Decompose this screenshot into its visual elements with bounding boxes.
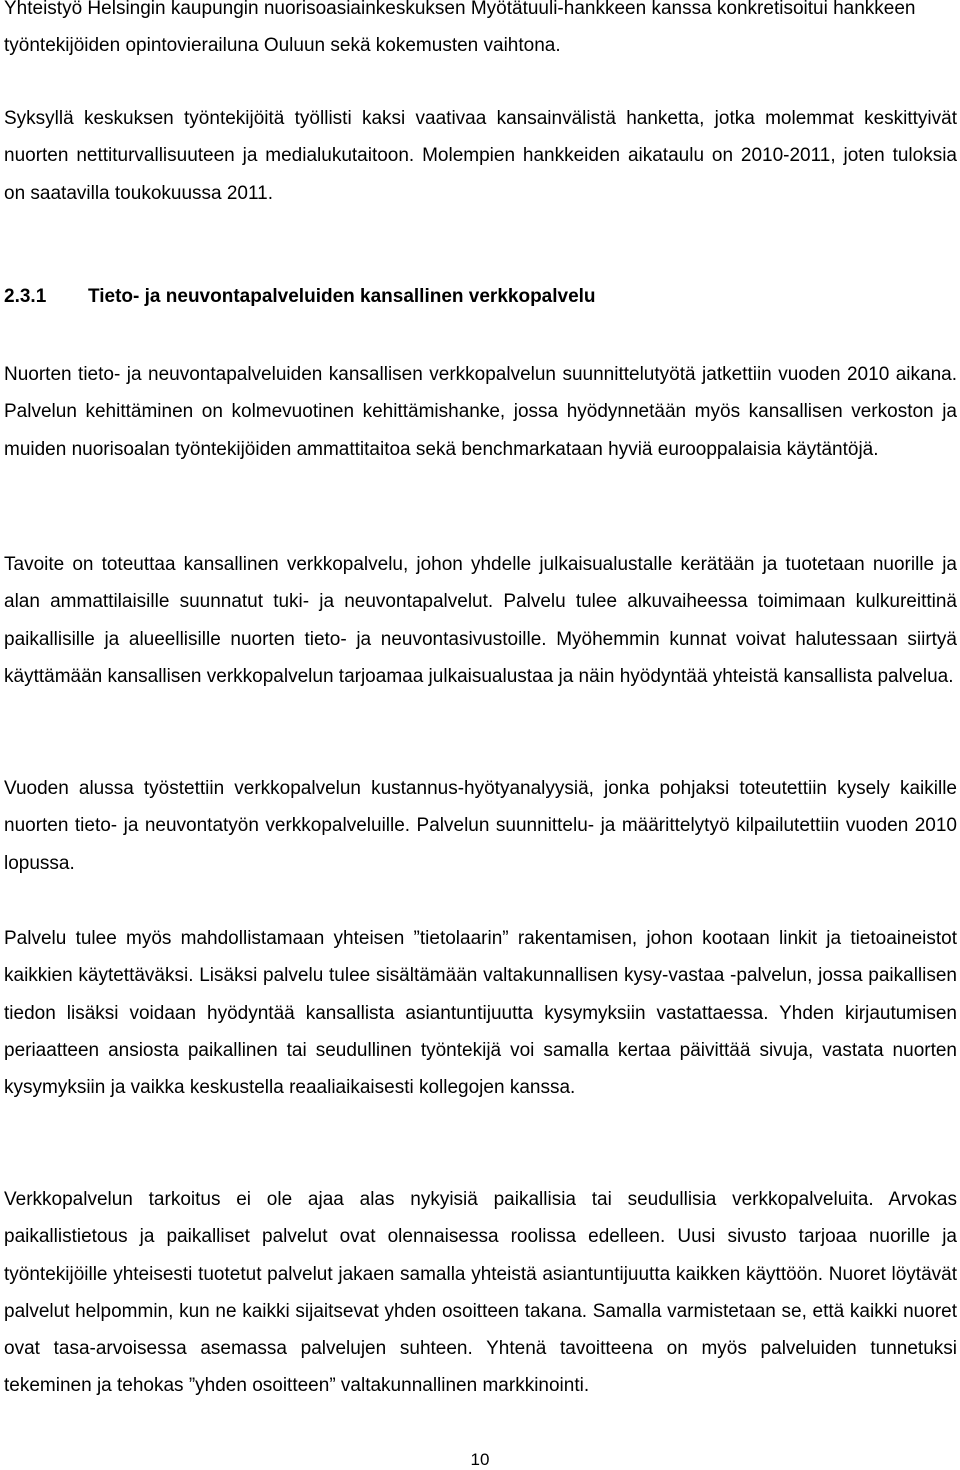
paragraph-goal: Tavoite on toteuttaa kansallinen verkkopalvelu, johon yhdelle julkaisualustalle kerätään ja tuotetaan nuorille ja alan ammattilaisille suunnatut tuki- ja neuvontapalvelut. Palvelu tulee alkuvaiheessa toimimaan kulkureittinä paikallisille ja alueellisille nuorten tieto- ja neuvontasivustoille. Myöhemmin kunnat voivat halutessaan siirtyä käyttämään kansallisen verkkopalvelun tarjoamaa julkaisualustaa ja näin hyödyntää yhteistä kansallista palvelua.	[4, 554, 957, 687]
paragraph-cost-benefit: Vuoden alussa työstettiin verkkopalvelun kustannus-hyötyanalyysiä, jonka pohjaksi toteutettiin kysely kaikille nuorten tieto- ja neuvontatyön verkkopalveluille. Palvelun suunnittelu- ja määrittelytyö kilpailutettiin vuoden 2010 lopussa.	[4, 778, 957, 874]
section-number: 2.3.1	[4, 286, 47, 307]
section-heading	[4, 278, 957, 315]
paragraph-purpose: Verkkopalvelun tarkoitus ei ole ajaa alas nykyisiä paikallisia tai seudullisia verkkopalveluita. Arvokas paikallistietous ja paikalliset palvelut ovat olennaisessa roolissa edelleen. Uusi sivusto tarjoaa nuorille ja työntekijöille yhteisesti tuotetut palvelut jakaen samalla yhteistä asiantuntijuutta kaikken käyttöön. Nuoret löytävät palvelut helpommin, kun ne kaikki sijaitsevat yhden osoitteen takana. Samalla varmistetaan se, että kaikki nuoret ovat tasa-arvoisessa asemassa palvelujen suhteen. Yhtenä tavoitteena on myös palveluiden tunnetuksi tekeminen ja tehokas ”yhden osoitteen” valtakunnallinen markkinointi.	[4, 1189, 957, 1397]
paragraph-international-projects: Syksyllä keskuksen työntekijöitä työllisti kaksi vaativaa kansainvälistä hanketta, jotka molemmat keskittyivät nuorten nettiturvallisuuteen ja medialukutaitoon. Molempien hankkeiden aikataulu on 2010-2011, joten tuloksia on saatavilla toukokuussa 2011.	[4, 108, 957, 204]
section-title: Tieto- ja neuvontapalveluiden kansallinen verkkopalvelu	[88, 286, 596, 307]
page-number: 10	[470, 1450, 490, 1469]
paragraph-cooperation: Yhteistyö Helsingin kaupungin nuorisoasiainkeskuksen Myötätuuli-hankkeen kanssa konkretisoitui hankkeen työntekijöiden opintovierailuna Ouluun sekä kokemusten vaihtona.	[4, 0, 916, 57]
paragraph-knowledge-pool: Palvelu tulee myös mahdollistamaan yhteisen ”tietolaarin” rakentamisen, johon kootaan linkit ja tietoaineistot kaikkien käytettäväksi. Lisäksi palvelu tulee sisältämään valtakunnallisen kysy-vastaa -palvelun, jossa paikallisen tiedon lisäksi voidaan hyödyntää kansallista asiantuntijuutta kysymyksiin vastattaessa. Yhden kirjautumisen periaatteen ansiosta paikallinen tai seudullinen työntekijä voi samalla kertaa päivittää sivuja, vastata nuorten kysymyksiin ja vaikka keskustella reaaliaikaisesti kollegojen kanssa.	[4, 928, 957, 1099]
paragraph-planning-work: Nuorten tieto- ja neuvontapalveluiden kansallisen verkkopalvelun suunnittelutyötä jatkettiin vuoden 2010 aikana. Palvelun kehittäminen on kolmevuotinen kehittämishanke, jossa hyödynnetään myös kansallisen verkoston ja muiden nuorisoalan työntekijöiden ammattitaitoa sekä benchmarkataan hyviä eurooppalaisia käytäntöjä.	[4, 364, 957, 460]
